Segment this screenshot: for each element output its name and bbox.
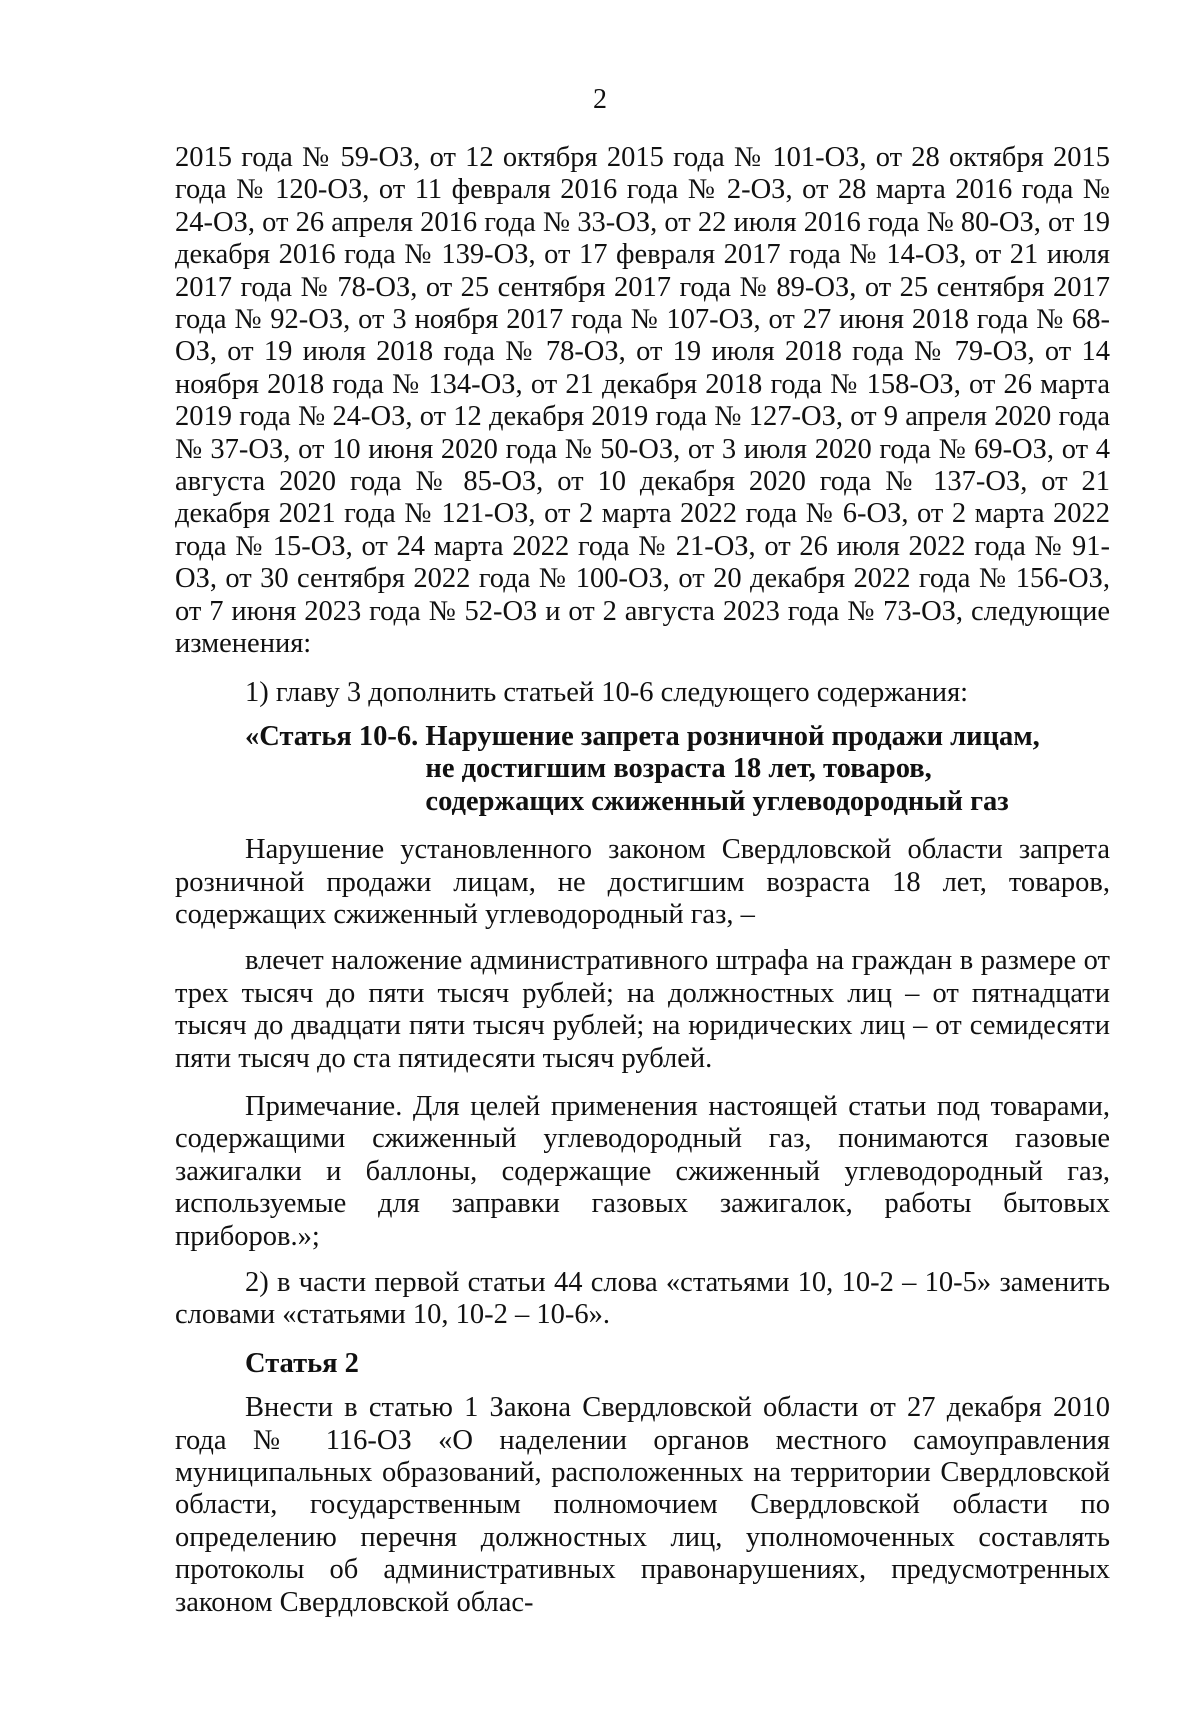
item-1-paragraph: 1) главу 3 дополнить статьей 10-6 следующего содержания: bbox=[245, 676, 969, 708]
article-10-6-title-line: не достигшим возраста 18 лет, товаров, bbox=[425, 753, 932, 785]
amendment-list-paragraph: 2015 года № 59-ОЗ, от 12 октября 2015 года № 101-ОЗ, от 28 октября 2015 года № 120-ОЗ, от 11 февраля 2016 года № 2-ОЗ, от 28 марта 2016 года № 24-ОЗ, от 26 апреля 2016 года № 33-ОЗ, от 22 июля 2016 года № 80-ОЗ, от 19 декабря 2016 года № 139-ОЗ, от 17 февраля 2017 года № 14-ОЗ, от 21 июля 2017 года № 78-ОЗ, от 25 сентября 2017 года № 89-ОЗ, от 25 сентября 2017 года № 92-ОЗ, от 3 ноября 2017 года № 107-ОЗ, от 27 июня 2018 года № 68-ОЗ, от 19 июля 2018 года № 78-ОЗ, от 19 июля 2018 года № 79-ОЗ, от 14 ноября 2018 года № 134-ОЗ, от 21 декабря 2018 года № 158-ОЗ, от 26 марта 2019 года № 24-ОЗ, от 12 декабря 2019 года № 127-ОЗ, от 9 апреля 2020 года № 37-ОЗ, от 10 июня 2020 года № 50-ОЗ, от 3 июля 2020 года № 69-ОЗ, от 4 августа 2020 года № 85-ОЗ, от 10 декабря 2020 года № 137-ОЗ, от 21 декабря 2021 года № 121-ОЗ, от 2 марта 2022 года № 6-ОЗ, от 2 марта 2022 года № 15-ОЗ, от 24 марта 2022 года № 21-ОЗ, от 26 июля 2022 года № 91-ОЗ, от 30 сентября 2022 года № 100-ОЗ, от 20 декабря 2022 года № 156-ОЗ, от 7 июня 2023 года № 52-ОЗ и от 2 августа 2023 года № 73-ОЗ, следующие изменения: bbox=[175, 142, 1110, 660]
article-10-6-title-line: Нарушение запрета розничной продажи лицам, bbox=[425, 720, 1040, 752]
article-10-6-label: «Статья 10-6. bbox=[245, 720, 426, 752]
penalty-paragraph: влечет наложение административного штрафа на граждан в размере от трех тысяч до пяти тысяч рублей; на должностных лиц – от пятнадцати тысяч до двадцати пяти тысяч рублей; на юридических лиц – от семидесяти пяти тысяч до ста пятидесяти тысяч рублей. bbox=[175, 945, 1110, 1074]
article-10-6-title bbox=[425, 721, 1039, 818]
violation-paragraph: Нарушение установленного законом Свердловской области запрета розничной продажи лицам, не достигшим возраста 18 лет, товаров, содержащих сжиженный углеводородный газ, – bbox=[175, 834, 1110, 930]
article-10-6-heading bbox=[245, 721, 1110, 818]
page-number: 2 bbox=[593, 84, 607, 115]
article-2-heading: Статья 2 bbox=[245, 1347, 359, 1379]
item-2-paragraph: 2) в части первой статьи 44 слова «статьями 10, 10-2 – 10-5» заменить словами «статьями 10, 10-2 – 10-6». bbox=[175, 1267, 1110, 1331]
note-paragraph: Примечание. Для целей применения настоящей статьи под товарами, содержащими сжиженный углеводородный газ, понимаются газовые зажигалки и баллоны, содержащие сжиженный углеводородный газ, используемые для заправки газовых зажигалок, работы бытовых приборов.»; bbox=[175, 1090, 1110, 1252]
article-2-paragraph: Внести в статью 1 Закона Свердловской области от 27 декабря 2010 года № 116-ОЗ «О наделении органов местного самоуправления муниципальных образований, расположенных на территории Свердловской области, государственным полномочием Свердловской области по определению перечня должностных лиц, уполномоченных составлять протоколы об административных правонарушениях, предусмотренных законом Свердловской облас- bbox=[175, 1392, 1110, 1618]
article-10-6-title-line: содержащих сжиженный углеводородный газ bbox=[425, 785, 1009, 817]
document-body bbox=[175, 142, 1110, 1619]
